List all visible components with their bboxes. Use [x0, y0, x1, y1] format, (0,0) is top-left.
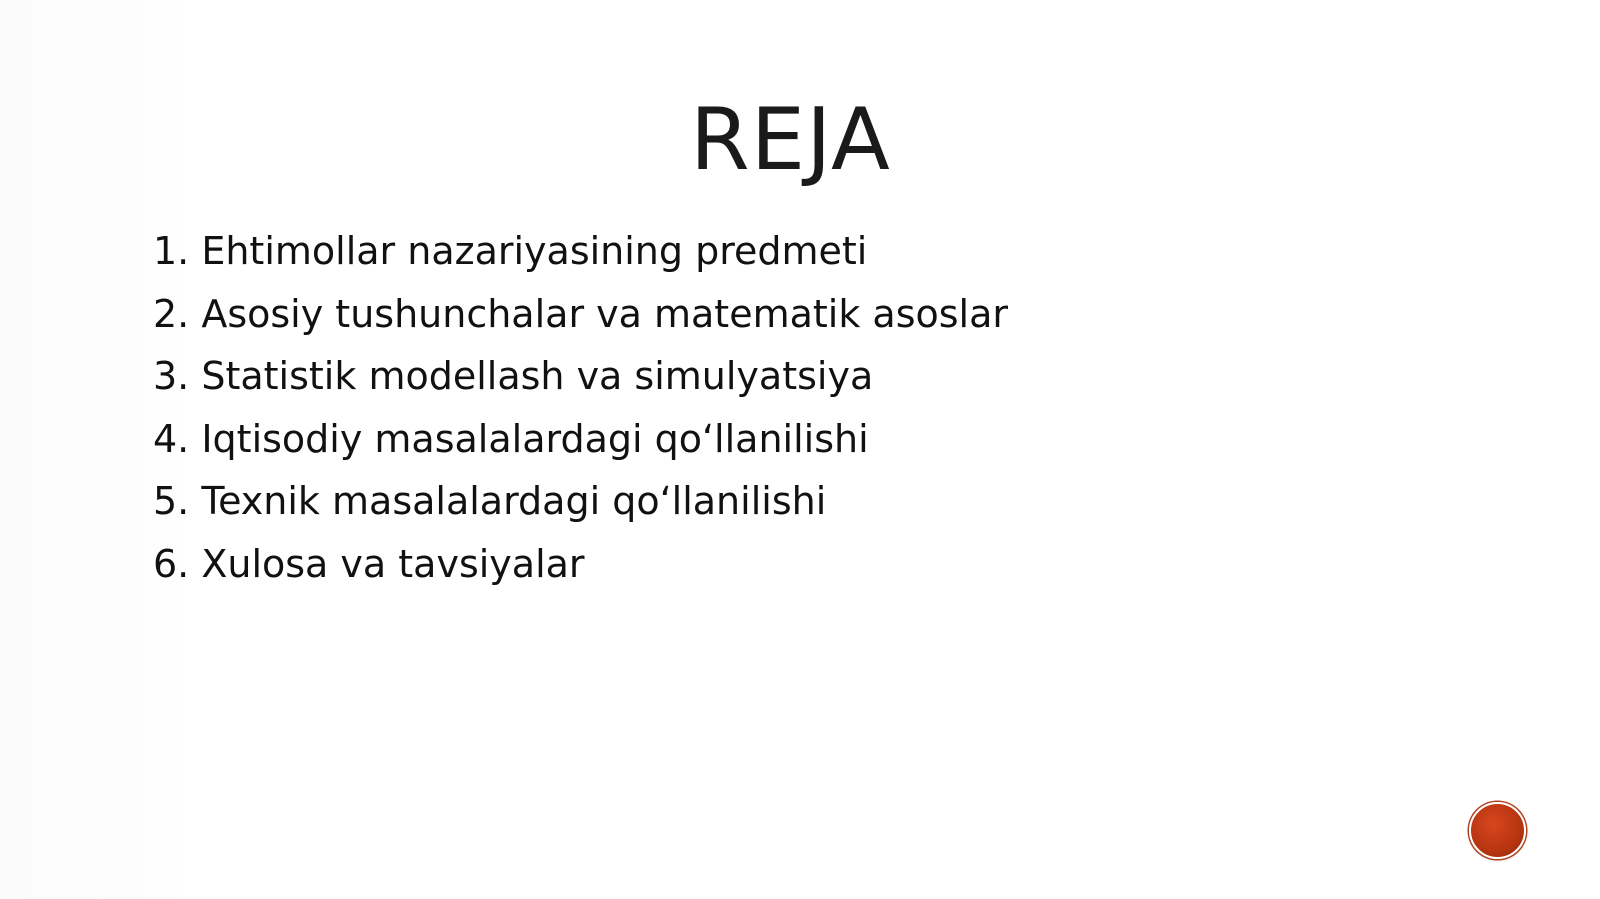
agenda-list: [153, 220, 1008, 595]
agenda-item-6: 6. Xulosa va tavsiyalar: [153, 541, 585, 586]
agenda-item-3: 3. Statistik modellash va simulyatsiya: [153, 354, 874, 398]
agenda-item-2: 2. Asosiy tushunchalar va matematik asoslar: [153, 291, 1009, 336]
agenda-item-1: 1. Ehtimollar nazariyasining predmeti: [153, 229, 868, 273]
slide-title: REJA: [690, 90, 891, 190]
red-circle-icon[interactable]: [1469, 802, 1526, 859]
agenda-item-4: 4. Iqtisodiy masalalardagi qo‘llanilishi: [153, 416, 869, 461]
agenda-item-5: 5. Texnik masalalardagi qo‘llanilishi: [153, 479, 827, 523]
